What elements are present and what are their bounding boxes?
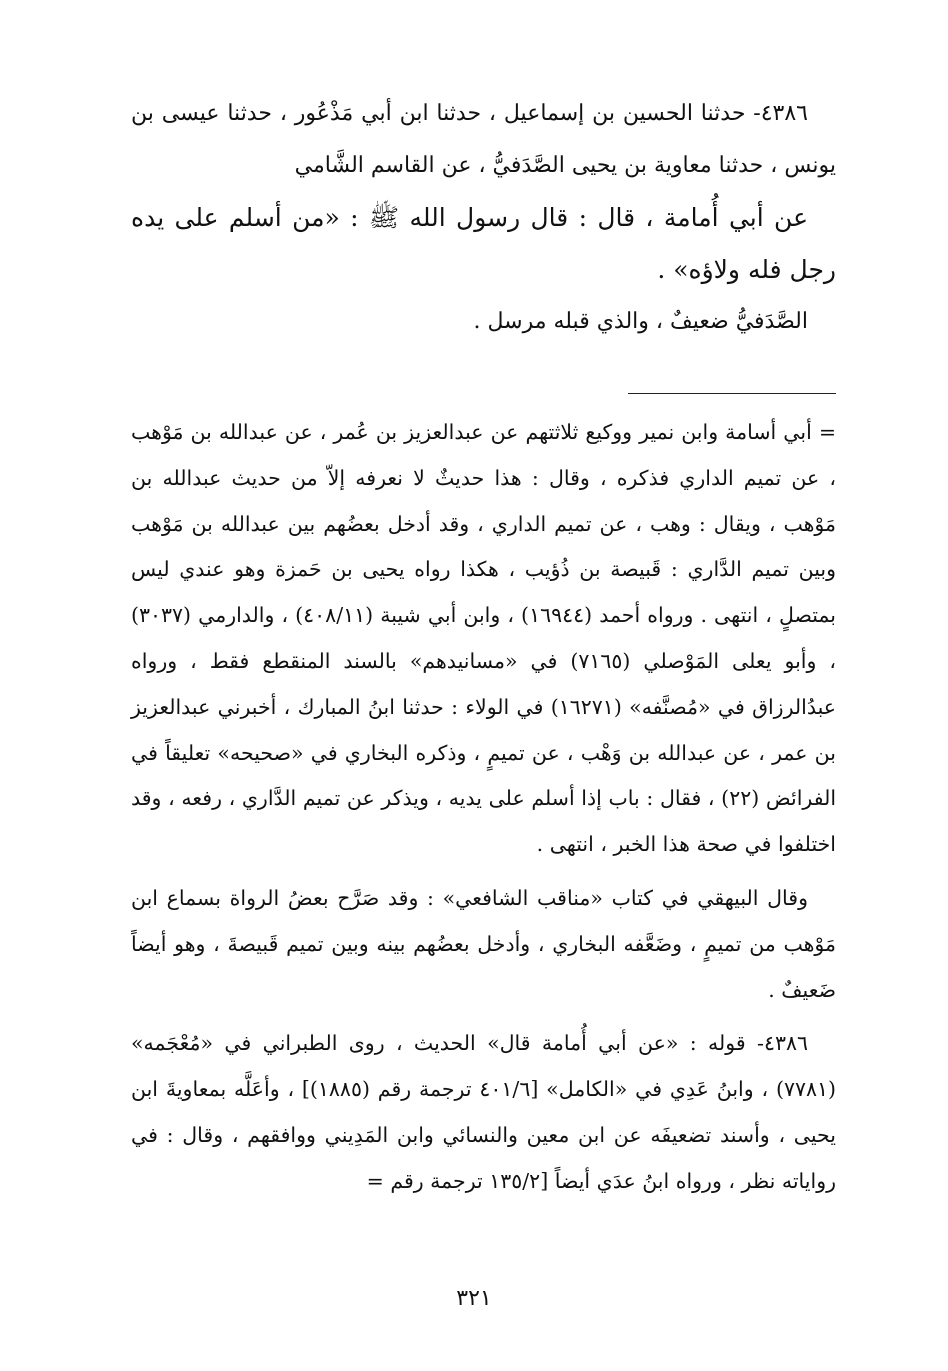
hadith-grading: الصَّدَفيُّ ضعيفٌ ، والذي قبله مرسل . [473, 309, 808, 334]
hadith-isnad: ٤٣٨٦- حدثنا الحسين بن إسماعيل ، حدثنا ابن أبي مَذْعُور ، حدثنا عيسى بن يونس ، حدثنا معاوية بن يحيى الصَّدَفيُّ ، عن القاسم الشَّامي [131, 101, 836, 178]
footnote-paragraph-3: ٤٣٨٦- قوله : «عن أبي أُمامة قال» الحديث ، روى الطبراني في «مُعْجَمه» (٧٧٨١) ، وابنُ عَدِي في «الكامل» [٤٠١/٦ ترجمة رقم (١٨٨٥)] ، وأعَلَّه بمعاويةَ ابن يحيى ، وأسند تضعيفَه عن ابن معين والنسائي وابن المَدِيني ووافقهم ، وقال : في رواياته نظر ، ورواه ابنُ عدَي أيضاً [١٣٥/٢ ترجمة رقم = [131, 1031, 837, 1193]
page-number: ٣٢١ [456, 1286, 492, 1311]
footnotes [131, 410, 836, 1205]
main-text [131, 88, 836, 348]
footnote-paragraph-2: وقال البيهقي في كتاب «مناقب الشافعي» : وقد صَرَّح بعضُ الرواة بسماع ابن مَوْهب من تميمٍ ، وضَعَّفه البخاري ، وأدخل بعضُهم بينه وبين تميم قَبيصةَ ، وهو أيضاً ضَعيفٌ . [131, 885, 836, 1002]
footnote-separator [628, 393, 836, 394]
hadith-matn: عن أبي أُمامة ، قال : قال رسول الله ﷺ : «من أسلم على يده رجل فله ولاؤه» . [131, 203, 836, 284]
footnote-paragraph-1: = أبي أسامة وابن نمير ووكيع ثلاثتهم عن عبدالعزيز بن عُمر ، عن عبدالله بن مَوْهب ، عن تميم الداري فذكره ، وقال : هذا حديثٌ لا نعرفه إلاّ من حديث عبدالله بن مَوْهب ، ويقال : وهب ، عن تميم الداري ، وقد أدخل بعضُهم بين عبدالله بن مَوْهب وبين تميم الدَّاري : قَبيصة بن ذُؤيب ، هكذا رواه يحيى بن حَمزة وهو عندي ليس بمتصلٍ ، انتهى . ورواه أحمد (١٦٩٤٤) ، وابن أبي شيبة (٤٠٨/١١) ، والدارمي (٣٠٣٧) ، وأبو يعلى المَوْصلي (٧١٦٥) في «مسانيدهم» بالسند المنقطع فقط ، ورواه عبدُالرزاق في «مُصنَّفه» (١٦٢٧١) في الولاء : حدثنا ابنُ المبارك ، أخبرني عبدالعزيز بن عمر ، عن عبدالله بن وَهْب ، عن تميمٍ ، وذكره البخاري في «صحيحه» تعليقاً في الفرائض (٢٢) ، فقال : باب إذا أسلم على يديه ، ويذكر عن تميم الدَّاري ، رفعه ، وقد اختلفوا في صحة هذا الخبر ، انتهى . [131, 420, 837, 857]
